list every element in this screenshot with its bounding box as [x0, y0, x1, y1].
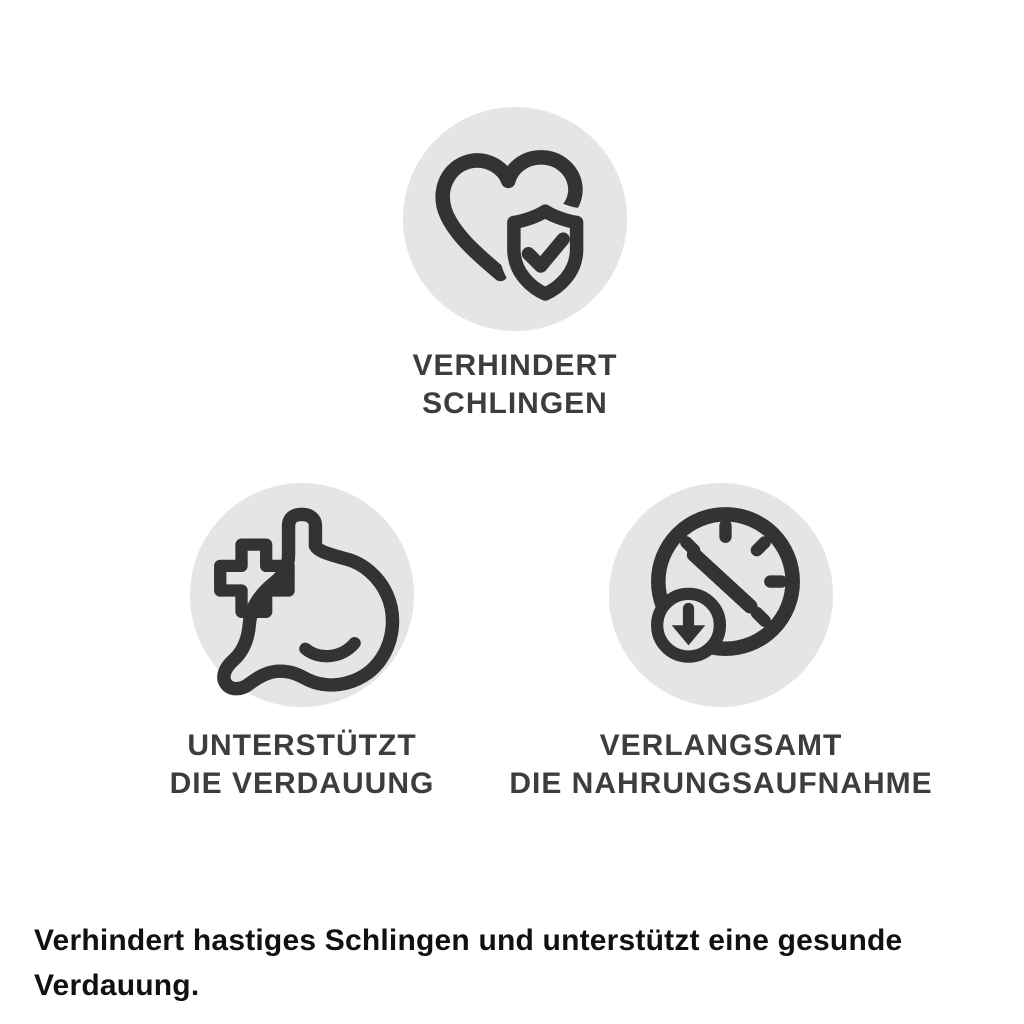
- feature-label-line1: UNTERSTÜTZT: [187, 729, 417, 762]
- feature-label-line2: DIE VERDAUUNG: [169, 767, 435, 800]
- heart-shield-icon: [403, 107, 627, 331]
- feature-label-line2: SCHLINGEN: [422, 387, 608, 420]
- feature-label-line1: VERLANGSAMT: [599, 729, 843, 762]
- caption-text: Verhindert hastiges Schlingen und unterstützt eine gesunde Verdauung.: [34, 924, 903, 1002]
- feature-label-line1: VERHINDERT: [412, 349, 618, 382]
- slow-intake-clock-icon: [609, 483, 833, 707]
- stomach-cross-icon: [190, 483, 414, 707]
- feature-label-line2: DIE NAHRUNGSAUFNAHME: [509, 767, 933, 800]
- feature-label: [471, 727, 971, 803]
- feature-label: [265, 347, 765, 423]
